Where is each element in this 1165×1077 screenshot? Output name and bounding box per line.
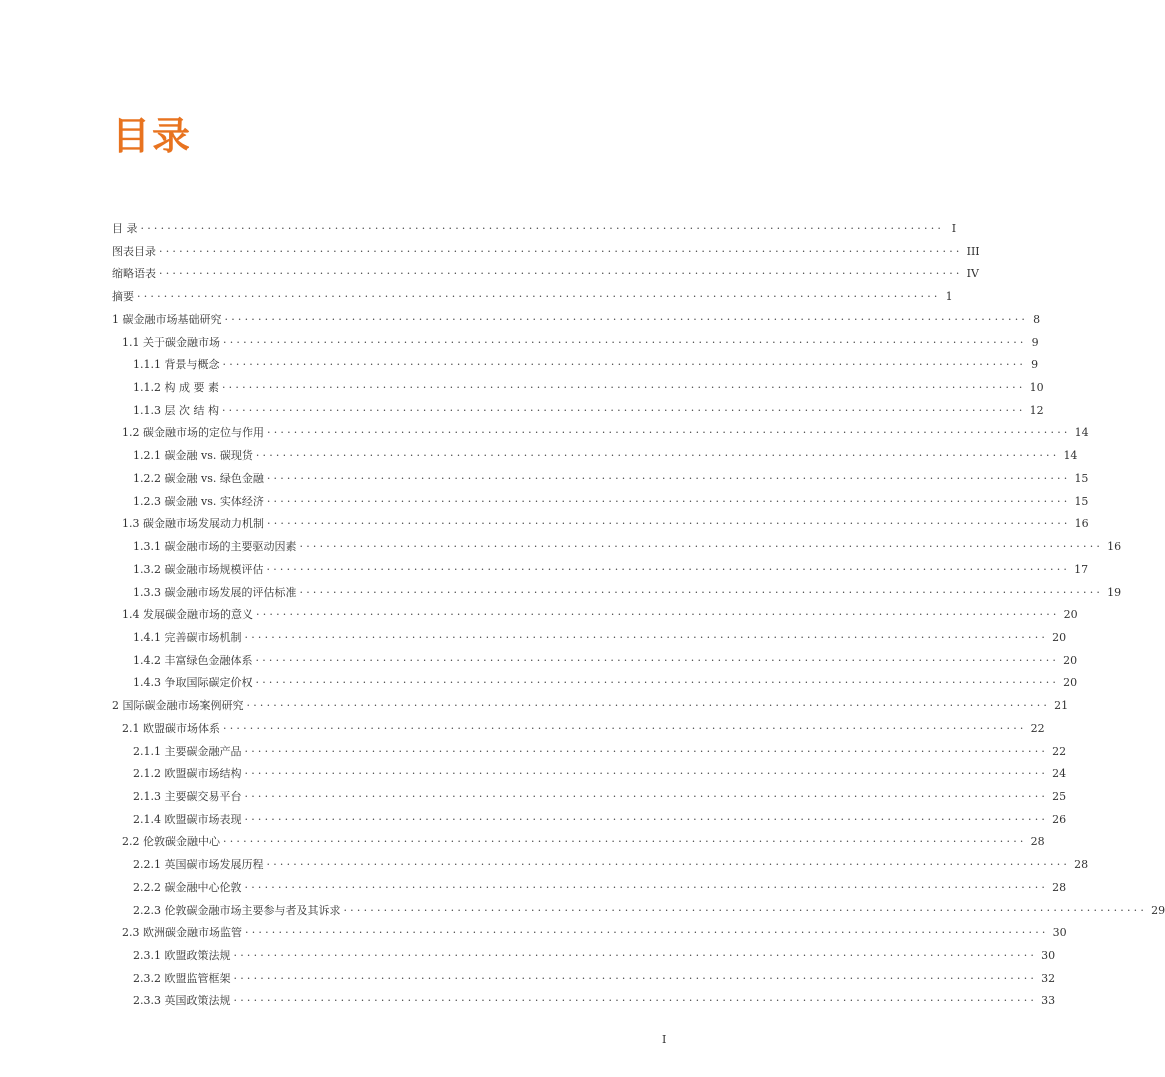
toc-entry[interactable] — [112, 468, 1089, 491]
toc-dot-leader: ························································································································ — [343, 903, 1148, 917]
toc-entry-page: 17 — [1074, 562, 1089, 576]
toc-entry[interactable] — [112, 422, 1089, 445]
toc-dot-leader: ························································································································ — [233, 994, 1038, 1008]
toc-entry-page: 21 — [1054, 699, 1069, 713]
toc-entry-label: 2.2.3 伦敦碳金融市场主要参与者及其诉求 — [133, 903, 341, 917]
toc-entry-label: 1.3 碳金融市场发展动力机制 — [122, 517, 264, 531]
toc-dot-leader: ························································································································ — [233, 971, 1038, 985]
toc-entry-label: 1.2.3 碳金融 vs. 实体经济 — [133, 494, 264, 508]
toc-entry-page: 10 — [1029, 381, 1044, 395]
toc-entry-page: 9 — [1031, 335, 1039, 349]
toc-dot-leader: ························································································································ — [244, 812, 1049, 826]
toc-entry-label: 1.4.1 完善碳市场机制 — [133, 630, 242, 644]
toc-entry-label: 1.4.3 争取国际碳定价权 — [133, 676, 253, 690]
toc-dot-leader: ························································································································ — [221, 381, 1026, 395]
toc-entry-label: 2.3 欧洲碳金融市场监管 — [122, 926, 242, 940]
toc-entry-page: 24 — [1052, 767, 1067, 781]
toc-entry-page: 33 — [1041, 994, 1056, 1008]
toc-entry-label: 1.4.2 丰富绿色金融体系 — [133, 653, 253, 667]
toc-entry-label: 2.2.2 碳金融中心伦敦 — [133, 880, 242, 894]
toc-dot-leader: ························································································································ — [266, 858, 1071, 872]
toc-entry[interactable] — [112, 741, 1067, 764]
toc-dot-leader: ························································································································ — [266, 471, 1071, 485]
toc-dot-leader: ························································································································ — [245, 926, 1049, 940]
toc-entry[interactable] — [112, 627, 1067, 650]
toc-dot-leader: ························································································································ — [299, 585, 1104, 599]
toc-entry-label: 2 国际碳金融市场案例研究 — [112, 699, 244, 713]
toc-entry[interactable] — [112, 922, 1067, 945]
toc-entry-label: 2.3.3 英国政策法规 — [133, 994, 231, 1008]
toc-entry-label: 1.4 发展碳金融市场的意义 — [122, 608, 253, 622]
toc-entry[interactable] — [112, 718, 1045, 741]
toc-entry-label: 2.1.1 主要碳金融产品 — [133, 744, 242, 758]
toc-entry-label: 2.3.2 欧盟监管框架 — [133, 971, 231, 985]
toc-entry[interactable] — [112, 332, 1039, 355]
toc-dot-leader: ························································································································ — [140, 222, 945, 235]
toc-entry[interactable] — [112, 900, 1165, 923]
toc-entry-label: 2.2 伦敦碳金融中心 — [122, 835, 220, 849]
toc-entry-page: 16 — [1107, 540, 1122, 554]
toc-entry-label: 2.2.1 英国碳市场发展历程 — [133, 858, 264, 872]
toc-entry-label: 1.2 碳金融市场的定位与作用 — [122, 426, 264, 440]
toc-dot-leader: ························································································································ — [233, 949, 1038, 962]
toc-entry[interactable] — [112, 400, 1044, 423]
toc-entry-page: 20 — [1052, 630, 1067, 644]
toc-entry[interactable] — [112, 263, 979, 286]
toc-dot-leader: ························································································································ — [159, 244, 963, 258]
toc-entry[interactable] — [112, 763, 1067, 786]
toc-entry-page: 20 — [1063, 608, 1078, 622]
toc-entry-page: 14 — [1074, 426, 1089, 440]
toc-dot-leader: ························································································································ — [137, 290, 941, 304]
toc-entry[interactable] — [112, 650, 1078, 673]
toc-entry-page: 19 — [1107, 585, 1122, 599]
toc-entry[interactable] — [112, 286, 953, 309]
toc-dot-leader: ························································································································ — [299, 540, 1104, 554]
toc-entry[interactable] — [112, 354, 1039, 377]
toc-dot-leader: ························································································································ — [221, 403, 1026, 417]
toc-dot-leader: ························································································································ — [255, 653, 1060, 667]
toc-entry-page: 22 — [1052, 744, 1067, 758]
toc-dot-leader: ························································································································ — [255, 676, 1060, 690]
toc-dot-leader: ························································································································ — [266, 562, 1071, 576]
toc-entry-page: 14 — [1063, 449, 1078, 463]
toc-entry-label: 1.3.2 碳金融市场规模评估 — [133, 562, 264, 576]
toc-entry-label: 2.1 欧盟碳市场体系 — [122, 721, 220, 735]
toc-entry-page: 32 — [1041, 971, 1056, 985]
toc-entry-page: I — [951, 222, 957, 235]
toc-dot-leader: ························································································································ — [223, 721, 1027, 735]
toc-dot-leader: ························································································································ — [246, 699, 1051, 713]
toc-entry[interactable] — [112, 309, 1041, 332]
toc-entry[interactable] — [112, 582, 1122, 605]
toc-entry-page: 22 — [1030, 721, 1045, 735]
toc-entry-page: 30 — [1052, 926, 1067, 940]
toc-dot-leader: ························································································································ — [223, 835, 1027, 849]
toc-entry[interactable] — [112, 241, 980, 264]
toc-entry[interactable] — [112, 536, 1122, 559]
toc-entry-label: 1.3.3 碳金融市场发展的评估标准 — [133, 585, 297, 599]
toc-entry-page: 1 — [945, 290, 953, 304]
toc-entry-page: 15 — [1074, 494, 1089, 508]
toc-entry-label: 摘要 — [112, 290, 134, 304]
toc-entry-label: 1.1 关于碳金融市场 — [122, 335, 220, 349]
toc-entry-page: III — [966, 244, 980, 258]
toc-dot-leader: ························································································································ — [266, 494, 1071, 508]
toc-dot-leader: ························································································································ — [256, 608, 1060, 622]
toc-entry-page: 28 — [1030, 835, 1045, 849]
toc-entry-page: 30 — [1041, 949, 1056, 962]
toc-entry-page: 28 — [1052, 880, 1067, 894]
page-title: 目录 — [112, 114, 193, 158]
toc-entry-label: 1.3.1 碳金融市场的主要驱动因素 — [133, 540, 297, 554]
toc-entry-page: 15 — [1074, 471, 1089, 485]
toc-entry-label: 目 录 — [112, 222, 138, 235]
toc-dot-leader: ························································································································ — [255, 449, 1060, 463]
toc-entry[interactable] — [112, 672, 1078, 695]
toc-entry[interactable] — [112, 445, 1078, 468]
toc-dot-leader: ························································································································ — [244, 880, 1049, 894]
toc-entry[interactable] — [112, 559, 1089, 582]
toc-dot-leader: ························································································································ — [222, 358, 1027, 372]
toc-entry-page: 29 — [1151, 903, 1165, 917]
toc-entry-page: 20 — [1063, 653, 1078, 667]
table-of-contents — [112, 218, 1165, 1013]
toc-entry-label: 2.1.3 主要碳交易平台 — [133, 789, 242, 803]
toc-dot-leader: ························································································································ — [267, 426, 1071, 440]
toc-dot-leader: ························································································································ — [244, 744, 1049, 758]
toc-entry[interactable] — [112, 604, 1078, 627]
toc-entry-label: 1.2.1 碳金融 vs. 碳现货 — [133, 449, 253, 463]
toc-entry-page: 8 — [1033, 312, 1041, 326]
toc-entry-label: 1.2.2 碳金融 vs. 绿色金融 — [133, 471, 264, 485]
toc-dot-leader: ························································································································ — [244, 630, 1049, 644]
toc-dot-leader: ························································································································ — [223, 335, 1027, 349]
toc-entry[interactable] — [112, 854, 1089, 877]
toc-entry[interactable] — [112, 831, 1045, 854]
toc-entry[interactable] — [112, 491, 1089, 514]
toc-dot-leader: ························································································································ — [159, 267, 963, 281]
toc-dot-leader: ························································································································ — [244, 767, 1049, 781]
toc-entry-page: 12 — [1029, 403, 1044, 417]
toc-entry-label: 1.1.2 构 成 要 素 — [133, 381, 219, 395]
toc-entry-label: 2.1.2 欧盟碳市场结构 — [133, 767, 242, 781]
toc-entry[interactable] — [112, 513, 1089, 536]
toc-entry[interactable] — [112, 695, 1069, 718]
toc-entry-page: 26 — [1052, 812, 1067, 826]
toc-entry-page: IV — [966, 267, 979, 281]
page-number: I — [662, 1033, 667, 1046]
toc-entry-page: 20 — [1063, 676, 1078, 690]
toc-entry-page: 9 — [1031, 358, 1039, 372]
toc-entry[interactable] — [112, 945, 1056, 968]
toc-entry-page: 16 — [1074, 517, 1089, 531]
toc-entry[interactable] — [112, 968, 1056, 991]
toc-entry[interactable] — [112, 218, 957, 241]
toc-dot-leader: ························································································································ — [267, 517, 1071, 531]
toc-entry[interactable] — [112, 877, 1067, 900]
toc-entry[interactable] — [112, 786, 1067, 809]
toc-entry[interactable] — [112, 990, 1056, 1013]
toc-entry-page: 28 — [1074, 858, 1089, 872]
toc-entry[interactable] — [112, 377, 1044, 400]
toc-entry-label: 1.1.3 层 次 结 构 — [133, 403, 219, 417]
toc-dot-leader: ························································································································ — [244, 789, 1049, 803]
toc-entry-label: 1 碳金融市场基础研究 — [112, 312, 222, 326]
toc-entry-page: 25 — [1052, 789, 1067, 803]
toc-entry-label: 图表目录 — [112, 244, 156, 258]
toc-entry-label: 1.1.1 背景与概念 — [133, 358, 220, 372]
toc-entry[interactable] — [112, 809, 1067, 832]
toc-dot-leader: ························································································································ — [224, 312, 1029, 326]
toc-entry-label: 2.1.4 欧盟碳市场表现 — [133, 812, 242, 826]
toc-entry-label: 2.3.1 欧盟政策法规 — [133, 949, 231, 962]
toc-entry-label: 缩略语表 — [112, 267, 156, 281]
